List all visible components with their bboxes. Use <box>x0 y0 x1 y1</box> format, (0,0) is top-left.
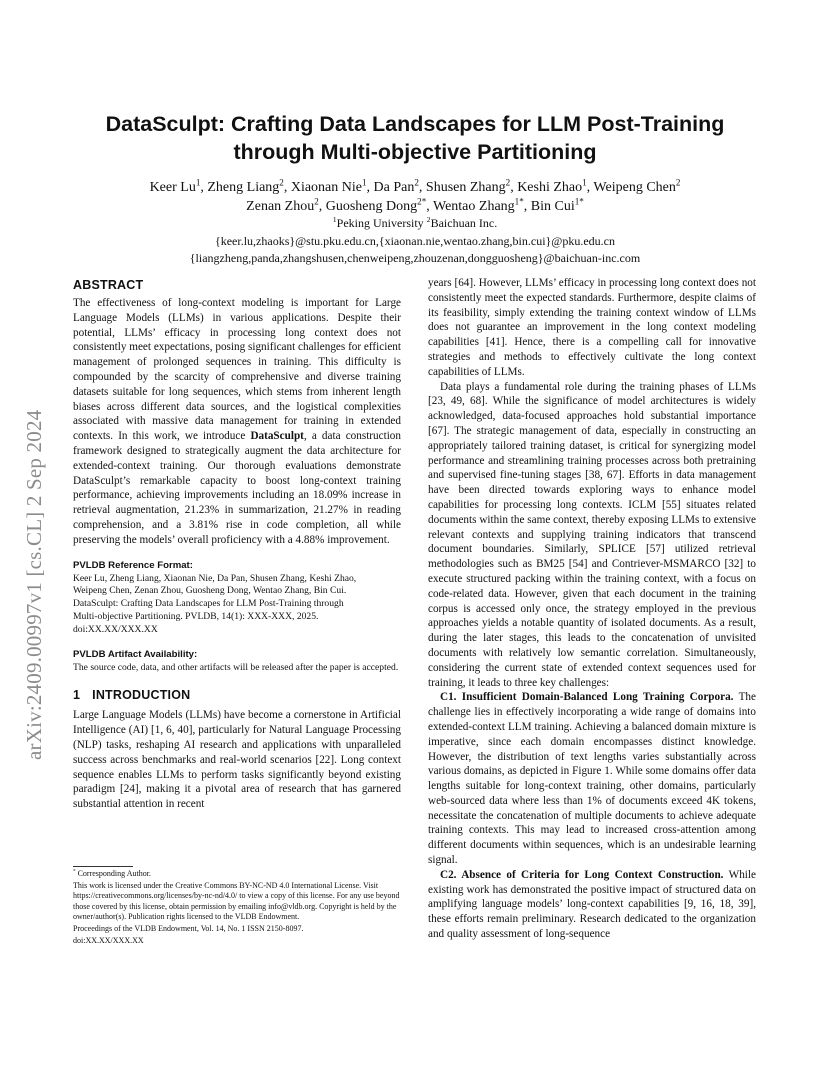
affiliation-1-marker: 1 <box>332 215 337 224</box>
challenge-2-heading: C2. Absence of Criteria for Long Context Construction. <box>440 868 724 881</box>
email-line-2: {liangzheng,panda,zhangshusen,chenweipeng,zhouzenan,dongguosheng}@baichuan-inc.com <box>189 251 641 265</box>
reference-format-heading: PVLDB Reference Format: <box>73 559 193 571</box>
author-affiliation-marker: 1* <box>574 196 584 207</box>
author-name: Keer Lu <box>149 180 196 195</box>
affiliations <box>60 215 770 231</box>
reference-format-text <box>73 573 401 637</box>
reference-line: Multi-objective Partitioning. PVLDB, 14(1): XXX-XXX, 2025. <box>73 610 319 622</box>
body-paragraph: years [64]. However, LLMs’ efficacy in processing long context does not consistently meet the expected standards. Furthermore, despite claims of its feasibility, simply extending the training context window of LLMs does not guarantee an improvement in the long context modeling capabilities [41]. Hence, there is a compelling call for innovative strategies and methods to effectively cultivate the long context capabilities of LLMs. <box>428 277 756 378</box>
author-name: Shusen Zhang <box>425 180 506 195</box>
artifact-text: The source code, data, and other artifacts will be released after the paper is accepted. <box>73 661 399 673</box>
authors-line-1: Keer Lu$^1$, Zheng Liang$^2$, Xiaonan Nie$^1$, Da Pan$^2$, Shusen Zhang$^2$, Keshi Zhao$^1$, Weipeng Chen$^2$ <box>149 177 681 195</box>
title-line-2: through Multi-objective Partitioning <box>233 140 597 164</box>
author-name: Keshi Zhao <box>517 180 583 195</box>
abstract-text <box>73 296 401 548</box>
author-affiliation-marker: 1 <box>582 177 587 188</box>
author-name: Zheng Liang <box>207 180 280 195</box>
challenge-1-heading: C1. Insufficient Domain-Balanced Long Training Corpora. <box>440 691 734 704</box>
author-name: Da Pan <box>373 180 415 195</box>
introduction-heading <box>73 688 401 702</box>
section-title: INTRODUCTION <box>92 688 191 703</box>
abstract-text-before: The effectiveness of long-context modeling is important for Large Language Models (LLMs) in various applications. Despite their potential, LLMs’ efficacy in processing long context does not consistently meet expectations, posing significant challenges for efficient management of prolonged sequences in training. This difficulty is compounded by the scarcity of comprehensive and diverse training datasets suitable for long sequences, which stems from inherent length biases across different data sources, and the logistical complexities associated with massive data management for training in extended contexts. In this work, we introduce <box>73 297 401 443</box>
arxiv-identifier-stamp: arXiv:2409.00997v1 [cs.CL] 2 Sep 2024 <box>22 409 46 760</box>
title-line-1: DataSculpt: Crafting Data Landscapes for LLM Post-Training <box>105 112 725 136</box>
challenge-1-text: The challenge lies in effectively incorporating a wide range of domains into extended-context LLM training. Achieving a balanced domain mixture is imperative, since each domain encompasses distinct knowledge. However, the distribution of text lengths varies substantially across various domains, as depicted in Figure 1. While some domains offer data lengths suitable for long-context training, other domains, particularly web-sourced data where less than 1% of documents exceed 4K tokens, necessitate the concatenation of multiple documents to achieve adequate training contexts. This may lead to increased cross-attention among different documents within sequences, which is an undesirable learning signal. <box>428 691 756 867</box>
email-line-1: {keer.lu,zhaoks}@stu.pku.edu.cn,{xiaonan.nie,wentao.zhang,bin.cui}@pku.edu.cn <box>214 234 616 248</box>
footnote-divider <box>73 866 133 867</box>
reference-line: Weipeng Chen, Zenan Zhou, Guosheng Dong, Wentao Zhang, Bin Cui. <box>73 585 347 597</box>
author-emails <box>60 233 770 267</box>
challenge-2-text: While existing work has demonstrated the positive impact of structured data on amplifying language models’ long-context capabilities [9, 16, 18, 39], these efforts remain preliminary. Research dedicated to the organization and quality assessment of long-sequence <box>428 868 756 941</box>
author-affiliation-marker: 2 <box>675 177 681 188</box>
affiliation-1: Peking University <box>336 216 424 230</box>
footnotes <box>73 869 401 947</box>
author-name: Weipeng Chen <box>593 180 676 195</box>
right-column <box>428 276 756 942</box>
reference-line: Keer Lu, Zheng Liang, Xiaonan Nie, Da Pan, Shusen Zhang, Keshi Zhao, <box>73 572 357 584</box>
affiliation-2: Baichuan Inc. <box>430 216 498 230</box>
left-column <box>73 278 401 812</box>
author-name: Zenan Zhou <box>246 199 315 214</box>
reference-line: doi:XX.XX/XXX.XX <box>73 623 158 635</box>
author-affiliation-marker: 1* <box>514 196 524 207</box>
author-name: Xiaonan Nie <box>290 180 362 195</box>
doi-note: doi:XX.XX/XXX.XX <box>73 935 144 945</box>
author-affiliation-marker: 1 <box>362 177 367 188</box>
author-name: Wentao Zhang <box>432 199 515 214</box>
author-affiliation-marker: 2* <box>417 196 427 207</box>
paper-title <box>60 110 770 166</box>
author-affiliation-marker: 2 <box>505 177 511 188</box>
author-affiliation-marker: 2 <box>414 177 419 188</box>
abstract-heading: ABSTRACT <box>73 278 144 292</box>
artifact-heading: PVLDB Artifact Availability: <box>73 648 198 660</box>
introduction-paragraph: Large Language Models (LLMs) have become a cornerstone in Artificial Intelligence (AI) [1, 6, 40], particularly for Natural Language Processing (NLP) tasks, reshaping AI research and applications with unparalleled success across benchmarks and real-world scenarios [22]. Long context sequence enables LLMs to perform tasks significantly beyond existing paradigm [24], making it a pivotal area of research that has garnered substantial attention in recent <box>73 709 401 811</box>
author-affiliation-marker: 2 <box>279 177 284 188</box>
authors-line-2: Zenan Zhou$^2$, Guosheng Dong$^{2*}$, Wentao Zhang$^{1*}$, Bin Cui$^{1*}$ <box>246 196 584 214</box>
author-name: Bin Cui <box>530 199 575 214</box>
affiliation-2-marker: 2 <box>426 215 431 224</box>
license-note: This work is licensed under the Creative Commons BY-NC-ND 4.0 International License. Visit https://creativecommons.org/licenses/by-nc-nd/4.0/ to view a copy of this license. For any use beyond those covered by this license, obtain permission by emailing info@vldb.org. Copyright is held by the owner/author(s). Publication rights licensed to the VLDB Endowment. <box>73 880 400 922</box>
framework-name: DataSculpt <box>250 430 304 443</box>
proceedings-note: Proceedings of the VLDB Endowment, Vol. 14, No. 1 ISSN 2150-8097. <box>73 923 304 933</box>
challenge-2-paragraph <box>428 868 756 942</box>
body-paragraph: Data plays a fundamental role during the training phases of LLMs [23, 49, 68]. While the significance of model architectures is widely acknowledged, data-focused approaches hold substantial importance [67]. The strategic management of data, especially in constructing an appropriately tailored training dataset, is critical for synergizing model performance and streamlining training processes across both pretraining and supervised fine-tuning stages [38, 67]. Efforts in data management have been directed towards exploring ways to enhance model capabilities for processing long contexts. ICLM [55] situates related documents within the same context, thereby exposing LLMs to extensive relevant contexts and supplying training indicators that transcend document boundaries. Similarly, SPLICE [57] utilized retrieval methodologies such as BM25 [54] and Contriever-MSMARCO [32] to execute structured packing within the training context, with a focus on code-related data. However, given that each document in the training corpus is accessed only once, the strategy employed in the previous approaches yields a notable quantity of isolated documents. As a result, during the later stages, this leads to the concatenation of unvisited documents with relatively low semantic correlation. Simultaneously, considering the current state of extended context sequences used for training, it leads to three key challenges: <box>428 380 756 689</box>
author-list <box>60 178 770 216</box>
author-affiliation-marker: 1 <box>195 177 201 188</box>
author-name: Guosheng Dong <box>325 199 418 214</box>
corresponding-author-note: * Corresponding Author. <box>73 868 151 878</box>
author-affiliation-marker: 2 <box>314 196 319 207</box>
abstract-text-after: , a data construction framework designed to strategically augment the data architecture for extended-context training. Our thorough evaluations demonstrate DataSculpt’s remarkable capacity to boost long-context training performance, achieving improvements including an 18.09% increase in retrieval augmentation, 21.23% in summarization, 21.27% in reading comprehension, and a 3.81% rise in code completion, all while preserving the models’ overall proficiency with a 4.88% improvement. <box>73 430 401 546</box>
reference-line: DataSculpt: Crafting Data Landscapes for LLM Post-Training through <box>73 598 344 610</box>
section-number: 1 <box>73 688 81 703</box>
challenge-1-paragraph <box>428 690 756 868</box>
